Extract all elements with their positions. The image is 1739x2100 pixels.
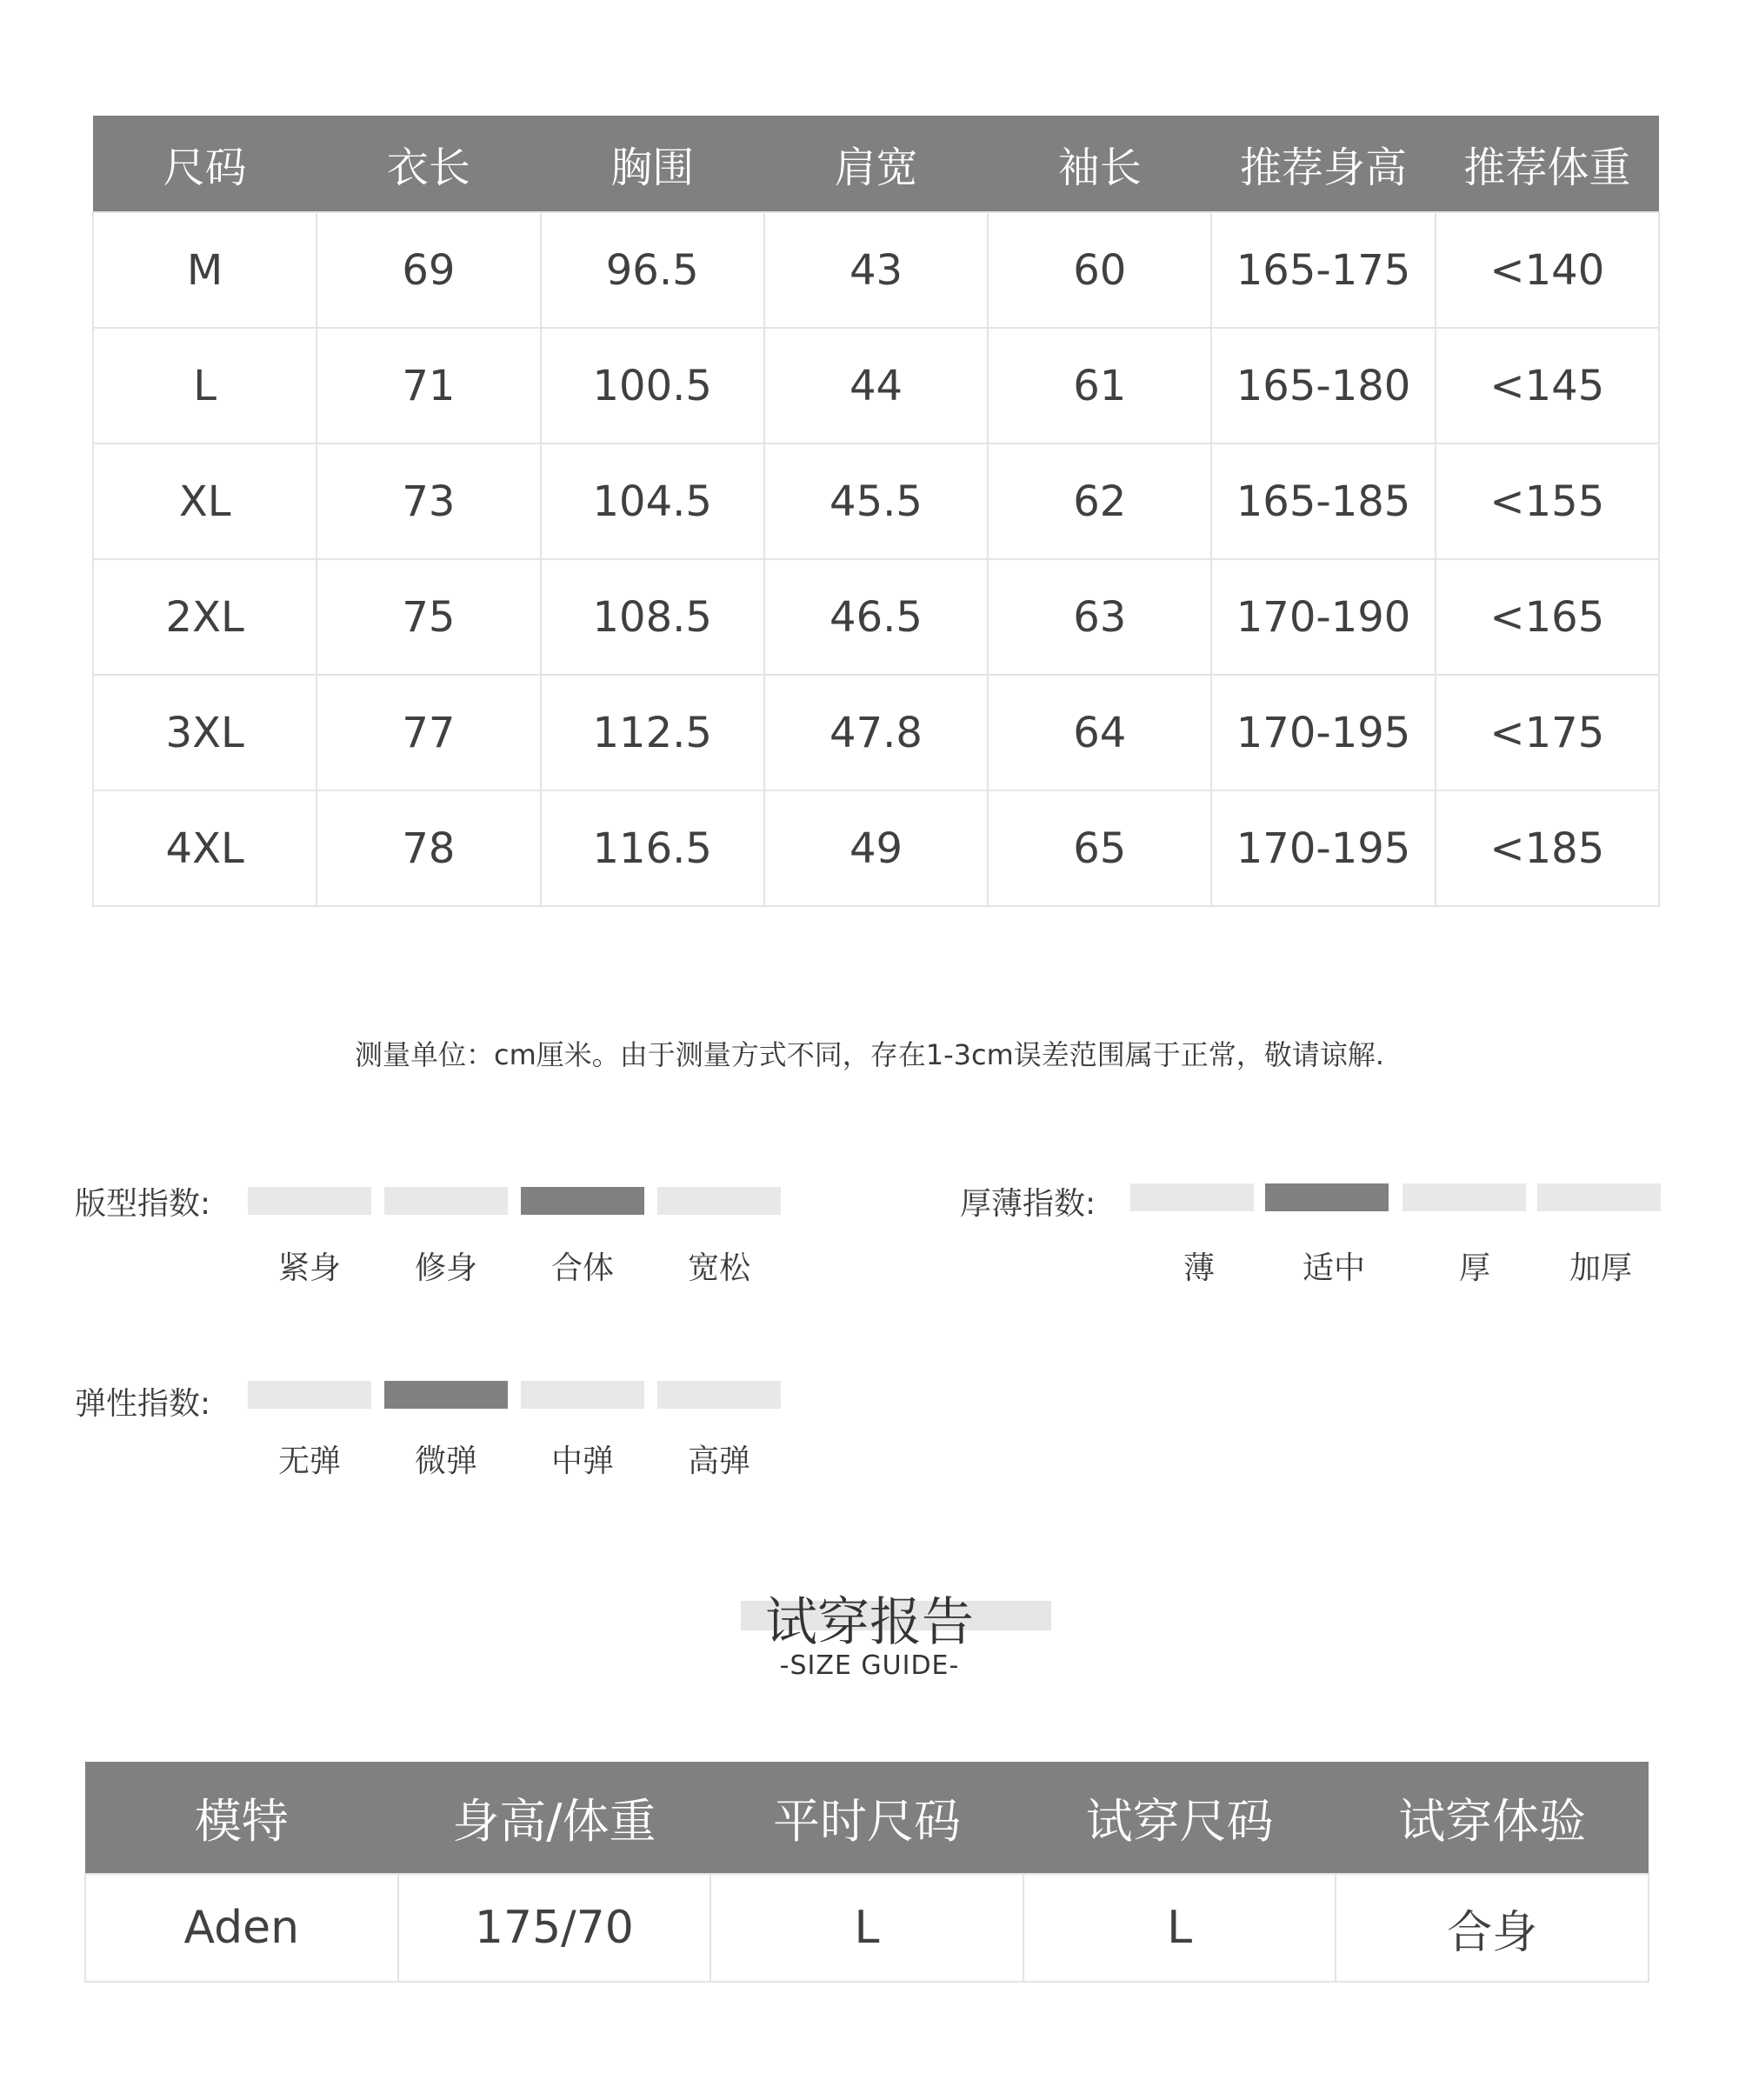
elasticity-index-label: 弹性指数: xyxy=(75,1386,211,1422)
table-cell: <175 xyxy=(1436,675,1659,790)
elasticity-scale-bar xyxy=(657,1381,781,1409)
table-cell: 170-190 xyxy=(1211,559,1435,675)
elasticity-option-label: 微弹 xyxy=(414,1443,477,1479)
table-cell: Aden xyxy=(85,1874,398,1982)
elasticity-option-label: 中弹 xyxy=(550,1443,614,1479)
header-height-weight: 身高/体重 xyxy=(398,1762,711,1874)
table-cell: 165-180 xyxy=(1211,328,1435,443)
table-cell: 73 xyxy=(316,443,540,559)
thickness-scale-bar xyxy=(1537,1183,1661,1211)
header-usual-size: 平时尺码 xyxy=(710,1762,1023,1874)
elasticity-option-label: 无弹 xyxy=(277,1443,341,1479)
table-cell: 合身 xyxy=(1336,1874,1649,1982)
table-cell: 2XL xyxy=(93,559,316,675)
fit-option-label: 合体 xyxy=(550,1250,614,1286)
header-fit-experience: 试穿体验 xyxy=(1336,1762,1649,1874)
header-sleeve: 袖长 xyxy=(988,116,1211,212)
thickness-option-label: 加厚 xyxy=(1569,1250,1632,1286)
fit-report-header-row xyxy=(85,1762,1649,1874)
table-row xyxy=(93,559,1659,675)
table-cell: 45.5 xyxy=(764,443,988,559)
elasticity-scale-bar xyxy=(248,1381,371,1409)
fit-scale-bar xyxy=(521,1187,644,1215)
table-cell: 44 xyxy=(764,328,988,443)
table-cell: 77 xyxy=(316,675,540,790)
report-subtitle: -SIZE GUIDE- xyxy=(779,1650,960,1681)
fit-option-label: 宽松 xyxy=(687,1250,750,1286)
size-chart-header-row xyxy=(93,116,1659,212)
thickness-scale-bar xyxy=(1130,1183,1254,1211)
header-tried-size: 试穿尺码 xyxy=(1023,1762,1336,1874)
header-shoulder: 肩宽 xyxy=(764,116,988,212)
table-cell: 46.5 xyxy=(764,559,988,675)
thickness-option-label: 厚 xyxy=(1458,1250,1490,1286)
table-cell: 112.5 xyxy=(541,675,764,790)
table-cell: <155 xyxy=(1436,443,1659,559)
table-cell: 175/70 xyxy=(398,1874,711,1982)
table-cell: 104.5 xyxy=(541,443,764,559)
report-title: 试穿报告 xyxy=(765,1592,974,1653)
table-cell: 64 xyxy=(988,675,1211,790)
thickness-index-label: 厚薄指数: xyxy=(960,1186,1096,1222)
table-cell: <165 xyxy=(1436,559,1659,675)
table-row xyxy=(93,212,1659,328)
table-cell: <185 xyxy=(1436,790,1659,906)
table-cell: 165-175 xyxy=(1211,212,1435,328)
table-row xyxy=(93,328,1659,443)
table-cell: 61 xyxy=(988,328,1211,443)
header-length: 衣长 xyxy=(316,116,540,212)
header-recommended-weight: 推荐体重 xyxy=(1436,116,1659,212)
table-row xyxy=(85,1874,1649,1982)
thickness-scale-bar xyxy=(1403,1183,1526,1211)
table-cell: L xyxy=(1023,1874,1336,1982)
table-cell: <140 xyxy=(1436,212,1659,328)
table-cell: 65 xyxy=(988,790,1211,906)
elasticity-option-label: 高弹 xyxy=(687,1443,750,1479)
table-cell: 165-185 xyxy=(1211,443,1435,559)
elasticity-scale-bar xyxy=(521,1381,644,1409)
thickness-option-label: 适中 xyxy=(1302,1250,1365,1286)
table-cell: 47.8 xyxy=(764,675,988,790)
fit-option-label: 紧身 xyxy=(277,1250,341,1286)
size-chart-table xyxy=(92,116,1660,907)
header-recommended-height: 推荐身高 xyxy=(1211,116,1435,212)
table-cell: 75 xyxy=(316,559,540,675)
fit-option-label: 修身 xyxy=(414,1250,477,1286)
table-cell: 3XL xyxy=(93,675,316,790)
table-cell: 116.5 xyxy=(541,790,764,906)
table-cell: L xyxy=(93,328,316,443)
table-cell: L xyxy=(710,1874,1023,1982)
header-size: 尺码 xyxy=(93,116,316,212)
table-cell: <145 xyxy=(1436,328,1659,443)
table-row xyxy=(93,443,1659,559)
table-row xyxy=(93,675,1659,790)
table-cell: 108.5 xyxy=(541,559,764,675)
fit-scale-bar xyxy=(248,1187,371,1215)
header-model: 模特 xyxy=(85,1762,398,1874)
thickness-option-label: 薄 xyxy=(1183,1250,1215,1286)
table-cell: M xyxy=(93,212,316,328)
table-cell: 4XL xyxy=(93,790,316,906)
table-cell: 96.5 xyxy=(541,212,764,328)
table-row xyxy=(93,790,1659,906)
table-cell: 170-195 xyxy=(1211,675,1435,790)
measurement-note: 测量单位：cm厘米。由于测量方式不同，存在1-3cm误差范围属于正常，敬请谅解. xyxy=(355,1038,1384,1071)
table-cell: 78 xyxy=(316,790,540,906)
table-cell: 62 xyxy=(988,443,1211,559)
fit-index-label: 版型指数: xyxy=(75,1186,211,1222)
fit-report-table xyxy=(84,1762,1649,1983)
header-chest: 胸围 xyxy=(541,116,764,212)
table-cell: 60 xyxy=(988,212,1211,328)
table-cell: 69 xyxy=(316,212,540,328)
fit-scale-bar xyxy=(384,1187,508,1215)
table-cell: 49 xyxy=(764,790,988,906)
fit-scale-bar xyxy=(657,1187,781,1215)
table-cell: 170-195 xyxy=(1211,790,1435,906)
table-cell: 43 xyxy=(764,212,988,328)
table-cell: 71 xyxy=(316,328,540,443)
thickness-scale-bar xyxy=(1265,1183,1389,1211)
elasticity-scale-bar xyxy=(384,1381,508,1409)
table-cell: 100.5 xyxy=(541,328,764,443)
table-cell: 63 xyxy=(988,559,1211,675)
table-cell: XL xyxy=(93,443,316,559)
